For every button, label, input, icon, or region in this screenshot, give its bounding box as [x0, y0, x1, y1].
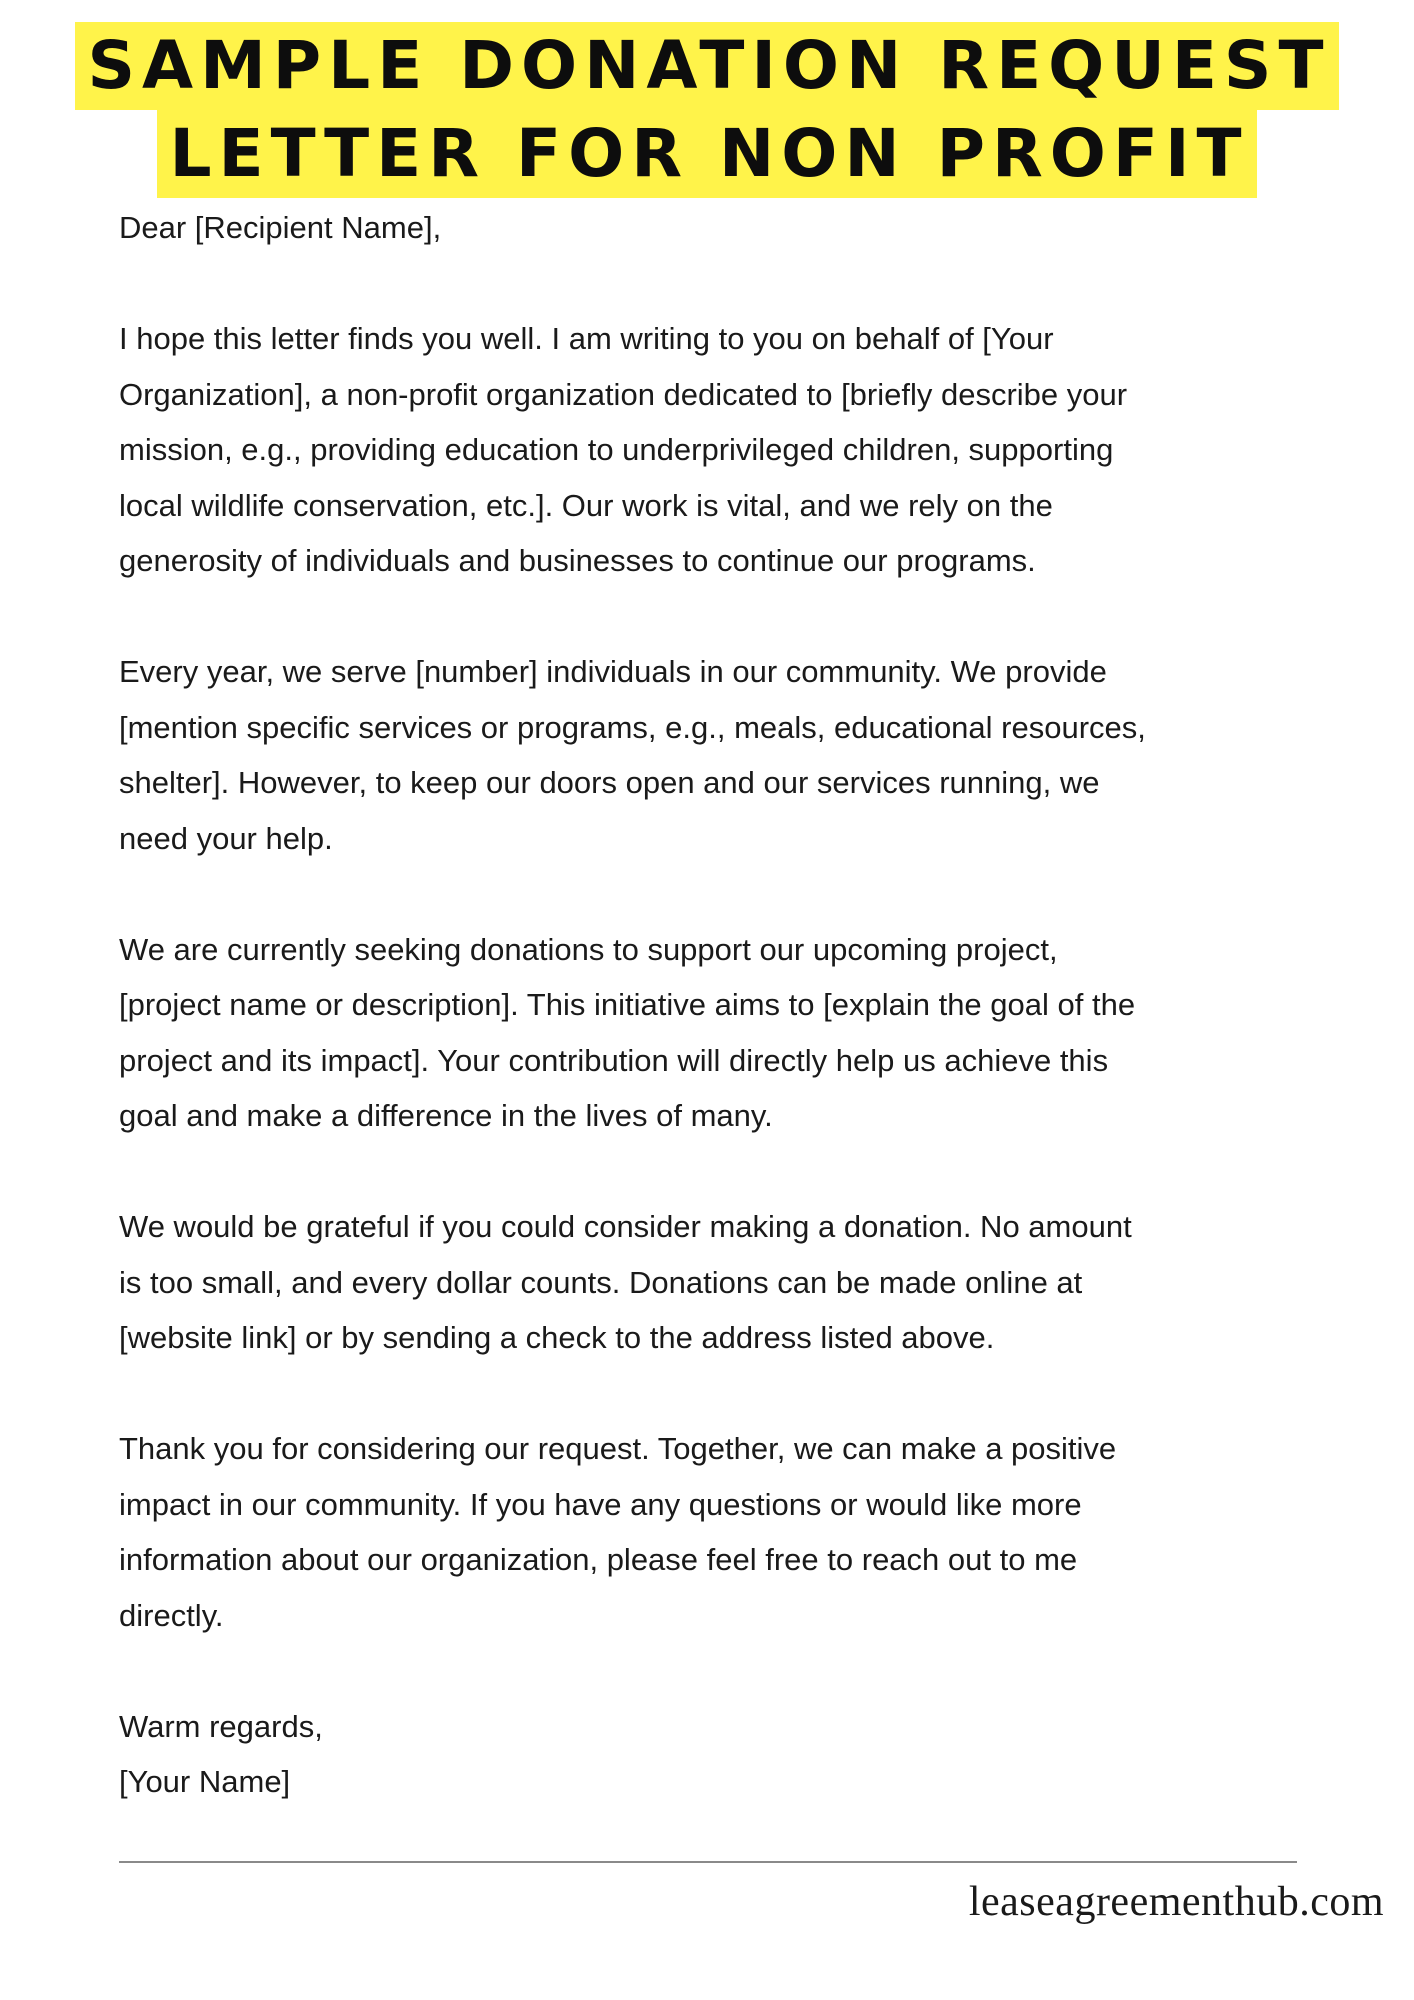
paragraph-line: information about our organization, please feel free to reach out to me	[119, 1542, 1078, 1577]
paragraph-line: [mention specific services or programs, e.g., meals, educational resources,	[119, 709, 1146, 745]
paragraph-2	[119, 644, 1319, 866]
paragraph-line: Thank you for considering our request. Together, we can make a positive	[119, 1431, 1117, 1466]
salutation: Dear [Recipient Name],	[119, 210, 442, 245]
closing: Warm regards,	[119, 1708, 323, 1744]
footer-brand: leaseagreementhub.com	[968, 1879, 1384, 1925]
paragraph-line: goal and make a difference in the lives of many.	[119, 1098, 773, 1133]
paragraph-5	[119, 1421, 1319, 1643]
paragraph-line: directly.	[119, 1597, 224, 1633]
paragraph-line: need your help.	[119, 820, 333, 856]
paragraph-line: shelter]. However, to keep our doors open and our services running, we	[119, 765, 1100, 800]
paragraph-line: [project name or description]. This initiative aims to [explain the goal of the	[119, 987, 1136, 1022]
paragraph-3	[119, 922, 1319, 1144]
title-line-2: LETTER FOR NON PROFIT	[157, 110, 1256, 198]
signoff-block	[119, 1699, 1319, 1810]
paragraph-line: Organization], a non-profit organization dedicated to [briefly describe your	[119, 376, 1128, 412]
paragraph-line: local wildlife conservation, etc.]. Our work is vital, and we rely on the	[119, 487, 1053, 523]
paragraph-line: [website link] or by sending a check to the address listed above.	[119, 1320, 995, 1355]
paragraph-line: Every year, we serve [number] individuals in our community. We provide	[119, 654, 1107, 689]
paragraph-line: impact in our community. If you have any questions or would like more	[119, 1486, 1082, 1522]
paragraph-line: I hope this letter finds you well. I am writing to you on behalf of [Your	[119, 321, 1054, 356]
signature: [Your Name]	[119, 1764, 291, 1799]
footer-divider	[119, 1861, 1297, 1863]
paragraph-1	[119, 311, 1319, 589]
paragraph-4	[119, 1199, 1319, 1366]
letter-body	[119, 200, 1319, 1810]
paragraph-line: We are currently seeking donations to support our upcoming project,	[119, 931, 1058, 967]
paragraph-line: mission, e.g., providing education to underprivileged children, supporting	[119, 432, 1114, 467]
page-title	[0, 22, 1414, 198]
title-line-1: SAMPLE DONATION REQUEST	[75, 22, 1338, 110]
paragraph-line: project and its impact]. Your contribution will directly help us achieve this	[119, 1042, 1109, 1078]
paragraph-line: We would be grateful if you could consider making a donation. No amount	[119, 1209, 1132, 1244]
paragraph-line: generosity of individuals and businesses to continue our programs.	[119, 543, 1036, 578]
paragraph-line: is too small, and every dollar counts. Donations can be made online at	[119, 1264, 1083, 1300]
